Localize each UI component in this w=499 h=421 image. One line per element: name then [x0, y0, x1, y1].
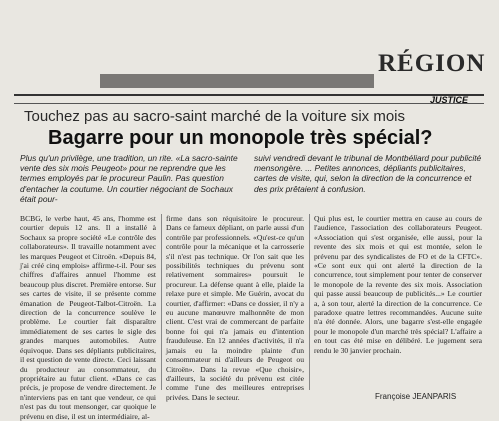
section-title: RÉGION — [378, 50, 486, 77]
header-bar — [100, 74, 374, 88]
article-kicker: Touchez pas au sacro-saint marché de la voiture six mois — [24, 108, 406, 125]
rubric-label: JUSTICE — [430, 95, 469, 105]
column-divider — [309, 214, 310, 390]
article-column-3: Qui plus est, le courtier mettra en cause au cours de l'audience, l'association des collaborateurs Peugeot. «Association qui s'est organisée, elle aussi, pour la revente des six mois et qui est montée, selon le prévenu par des syndicalistes de FO et de la CFTC». «Ce sont eux qui ont alerté la direction de la concurrence, tout simplement pour tenter de conserver le monopole de la revente des six mois. Association qui passe aussi beaucoup de publicités...» Le courtier a, à son tour, alerté la direction de la concurrence. Ce paradoxe quatre lettres recommandées. Aucune suite n'a été donnée. Alors, une bagarre s'est-elle engagée pour le monopole d'un marché très spécial? L'affaire a en tout cas été mise en délibéré. Le jugement sera rendu le 30 janvier prochain. — [314, 214, 482, 355]
article-lead-left: Plus qu'un privilège, une tradition, un rite. «La sacro-sainte vente des six mois Peugeot» pour ne reprendre que les termes employés par le procureur Paulin. Pas question d'entacher la coutume. Un courtier négociant de Sochaux était pour- — [20, 153, 238, 204]
header-rule — [14, 94, 484, 96]
article-column-2: firme dans son réquisitoire le procureur. Dans ce fameux dépliant, on parle aussi d'un contrôle par professionnels. «Qu'est-ce qu'un contrôle pour la mécanique et la carrosserie s'il n'est pas technique. Or l'on sait que les possibilités techniques du prévenu sont relativement sommaires» poursuit le procureur. La défense quant à elle, plaide la relaxe pure et simple. Me Guérin, avocat du courtier, d'affirmer: «Dans ce dossier, il n'y a eu aucune manœuvre malhonnête de mon client. C'est vrai de commercant de parfaite bonne foi qui n'a jamais eu d'intention frauduleuse. En 12 années d'activités, il n'a jamais eu la moindre plainte d'un consommateur ni d'ailleurs de Peugeot ou Citroën». Dans la revue «Que choisir», d'ailleurs, la société du prévenu est citée comme l'une des meilleures entreprises privées. Dans le secteur. — [166, 214, 304, 402]
column-divider — [161, 214, 162, 390]
rubric-rule — [14, 103, 484, 104]
article-headline: Bagarre pour un monopole très spécial? — [48, 127, 433, 149]
article-lead-right: suivi vendredi devant le tribunal de Montbéliard pour publicité mensongère. ... Petites annonces, dépliants publicitaires, cartes de visite, qui, selon la direction de la concurrence et des prix prêtaient à confusion. — [254, 153, 482, 194]
article-column-1: BCBG, le verbe haut, 45 ans, l'homme est courtier depuis 12 ans. Il a installé à Sochaux sa propre société «Le contrôle des collaborateurs». Il travaille notamment avec les marques Peugeot et Citroën. «Depuis 84, j'ai créé cinq emplois» affirme-t-il. Pour ses chiffres d'affaires annuel l'homme est beaucoup plus discret. Première entorse. Sur ses cartes de visite, il se présente comme émanation de Peugeot-Talbot-Citroën. La direction de la concurrence soulève le problème. Le courtier fait disparaître immédiatement de ses cartes le sigle des grandes marques automobiles. Autre équivoque. Dans ses dépliants publicitaires, il est question de vente directe. Ceci laissant du producteur au consommateur, du propriétaire au futur client. «Dans ce cas précis, je propose de vendre directement. Je n'interviens pas en tant que vendeur, ce qui n'est pas du tout mensonger, car quoique le prévenu en dise, il est un intermédiaire, al- — [20, 214, 156, 421]
article-byline: Françoise JEANPARIS — [375, 392, 457, 401]
